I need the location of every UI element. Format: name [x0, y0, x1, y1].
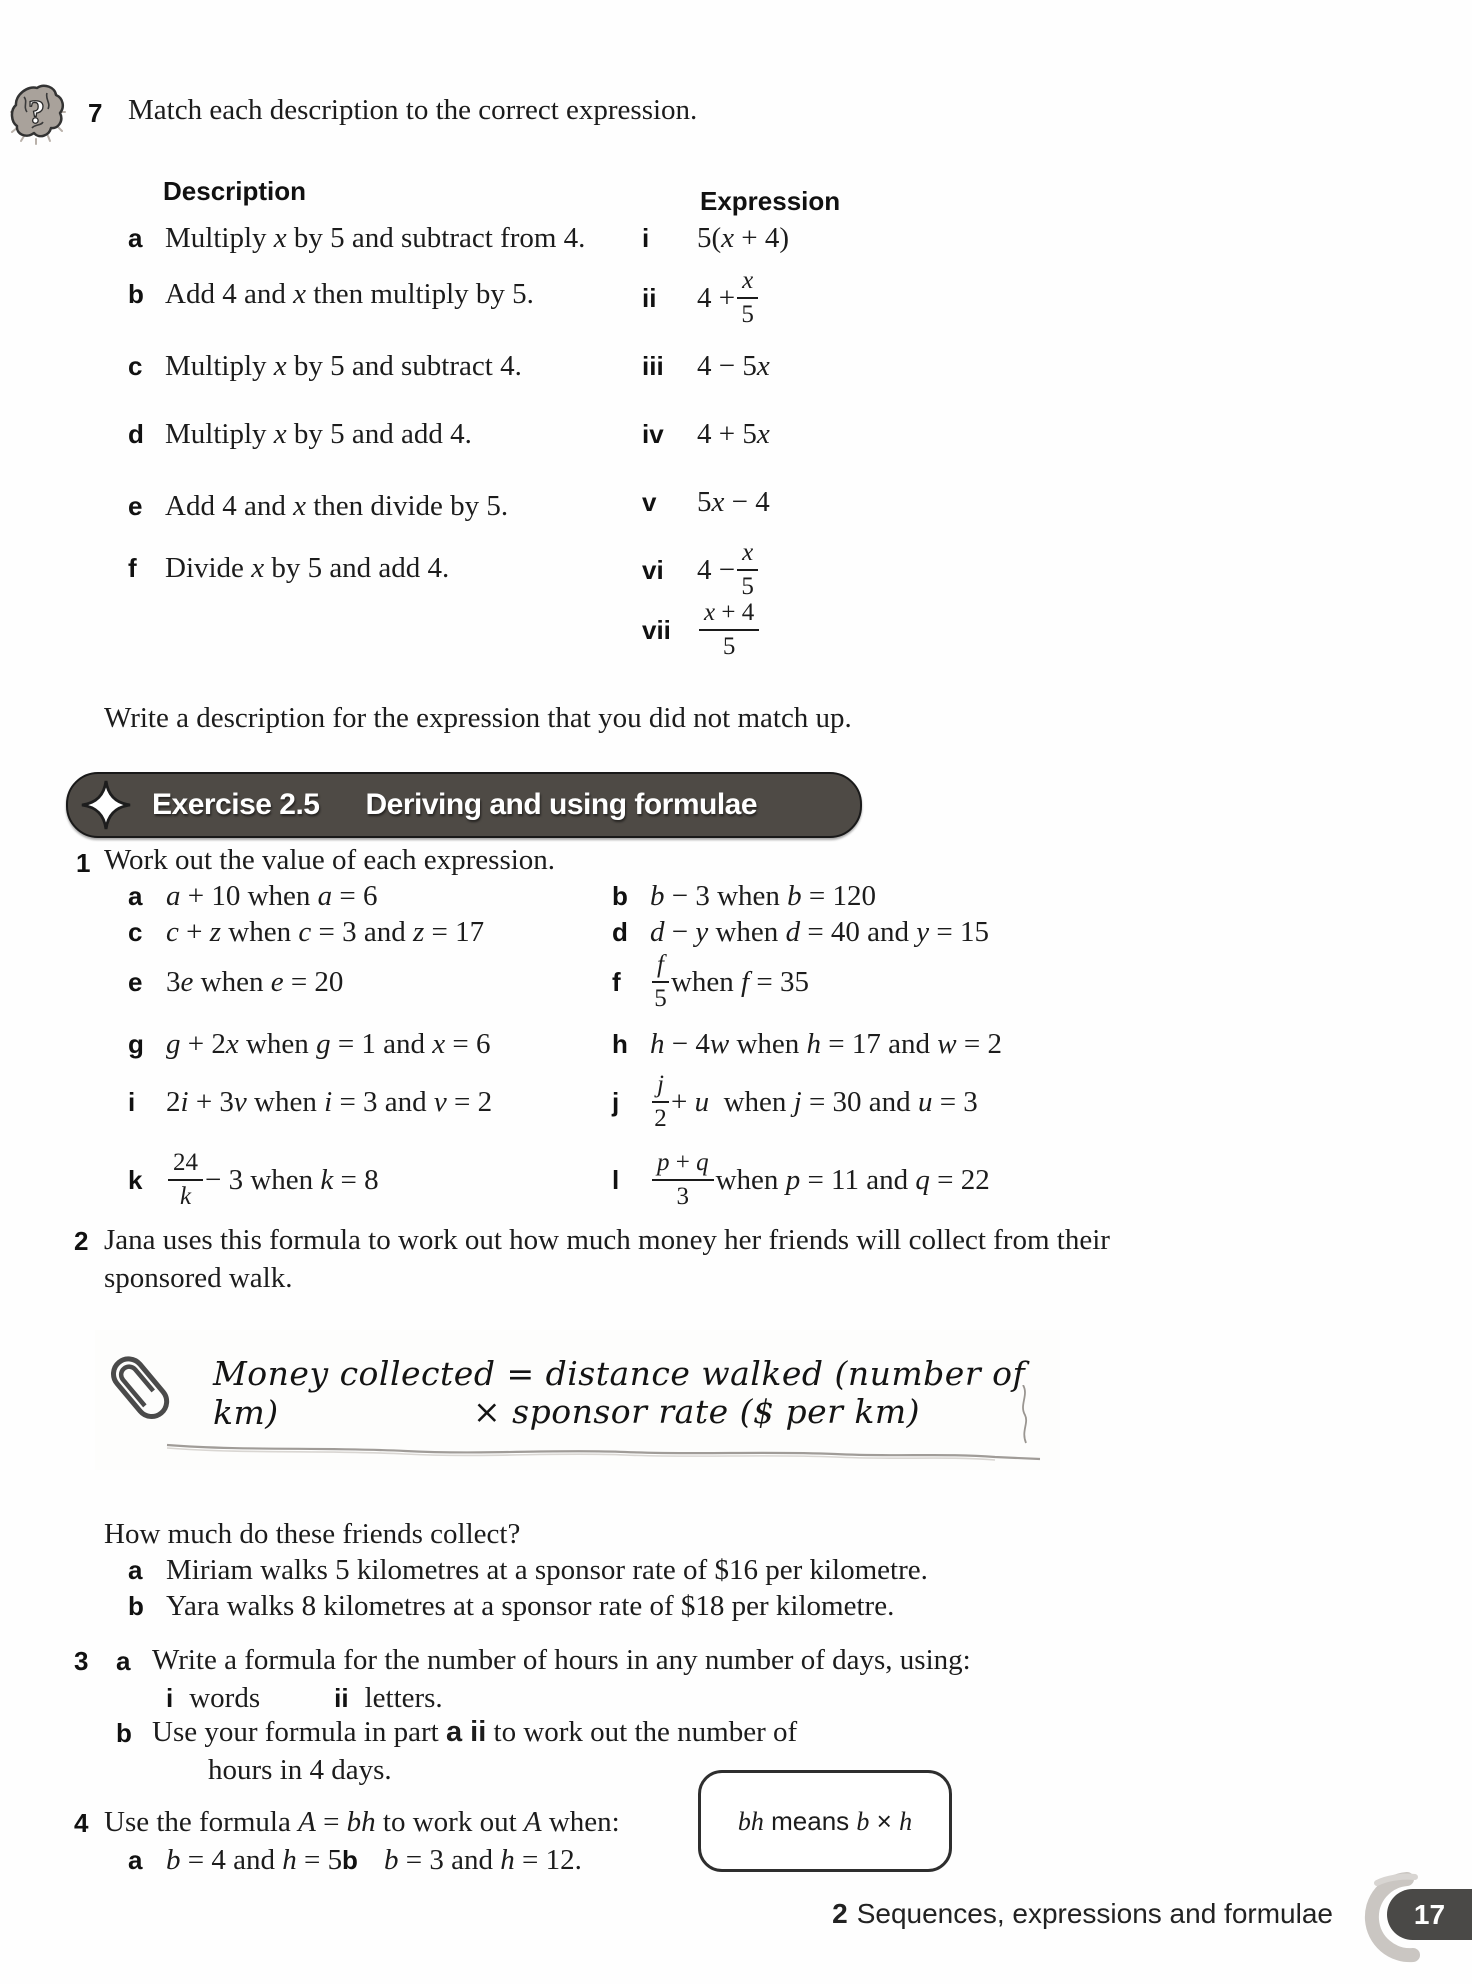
q1-item-a: a a + 10 when a = 6: [128, 879, 378, 912]
q1-item-i: i 2i + 3v when i = 3 and v = 2: [128, 1085, 493, 1118]
q4-item-a: a b = 4 and h = 5: [128, 1843, 343, 1876]
q2-item-b: b Yara walks 8 kilometres at a sponsor rate of $18 per kilometre.: [128, 1589, 895, 1622]
q7-number: 7: [88, 98, 103, 128]
q3-a-options: [166, 1682, 443, 1715]
q7-expression-row: vi 4 − $\frac{x}{5}$: [642, 534, 760, 606]
q3-b-text-line1: Use your formula in part a ii to work out the number of: [152, 1716, 798, 1748]
fraction: $\frac{x}{5}$: [737, 540, 758, 601]
q4-number: 4: [74, 1808, 89, 1838]
paperclip-icon: [107, 1340, 177, 1448]
q7-description-row: e Add 4 and x then divide by 5.: [128, 489, 509, 522]
torn-paper-edge: [155, 1438, 1050, 1471]
q1-item-c: c c + z when c = 3 and z = 17: [128, 915, 485, 948]
q7-description-row: b Add 4 and x then multiply by 5.: [128, 277, 534, 310]
q1-item-d: d d − y when d = 40 and y = 15: [612, 915, 990, 948]
q7-description-row: c Multiply x by 5 and subtract 4.: [128, 349, 522, 382]
diamond-star-icon: [80, 779, 132, 831]
q1-item-j: j $\frac{j}{2}$ + u when j = 30 and u = 3: [612, 1070, 978, 1132]
q7-expression-row: iii 4 − 5x: [642, 349, 770, 382]
note-formula-line1: Money collected = distance walked (number of km): [213, 1354, 1026, 1432]
q3-number: 3: [74, 1646, 89, 1676]
q3-ii-text: letters.: [364, 1682, 443, 1714]
page-number: 17: [1413, 1898, 1446, 1930]
exercise-number: Exercise 2.5: [152, 788, 320, 821]
q7-description-row: d Multiply x by 5 and add 4.: [128, 417, 472, 450]
formula-note-paper: [95, 1330, 1060, 1470]
fraction: $\frac{f}{5}$: [652, 952, 669, 1013]
footer-chapter-number: 2: [832, 1898, 848, 1929]
fraction: $\frac{x}{5}$: [737, 268, 758, 329]
fraction: $\frac{24}{k}$: [168, 1150, 203, 1211]
q2-number: 2: [74, 1226, 89, 1256]
q7-expression-row: iv 4 + 5x: [642, 417, 770, 450]
fraction: $\frac{p + q}{3}$: [652, 1150, 714, 1211]
q3-i-text: words: [189, 1682, 261, 1714]
q7-description-header: Description: [163, 176, 307, 206]
footer-chapter: [800, 1898, 1333, 1930]
q1-prompt: Work out the value of each expression.: [104, 844, 556, 876]
q4-item-b: b b = 3 and h = 12.: [342, 1843, 582, 1876]
q4-prompt: Use the formula A = bh to work out A when:: [104, 1806, 620, 1838]
page-number-badge: [1387, 1889, 1472, 1940]
q1-item-k: k $\frac{24}{k}$ − 3 when k = 8: [128, 1148, 379, 1210]
q2-item-a: a Miriam walks 5 kilometres at a sponsor rate of $16 per kilometre.: [128, 1553, 928, 1586]
q3-i-label: i: [166, 1683, 174, 1713]
q7-expression-row: v 5x − 4: [642, 485, 770, 518]
q1-item-e: e 3e when e = 20: [128, 965, 344, 998]
q1-item-g: g g + 2x when g = 1 and x = 6: [128, 1027, 491, 1060]
q7-followup: Write a description for the expression that you did not match up.: [104, 702, 852, 734]
q2-prompt-line1: Jana uses this formula to work out how much money her friends will collect from their: [104, 1224, 1110, 1256]
q3-a-text: Write a formula for the number of hours in any number of days, using:: [152, 1644, 971, 1676]
q7-prompt: Match each description to the correct expression.: [128, 94, 698, 126]
fraction: $\frac{x + 4}{5}$: [699, 600, 759, 661]
exercise-title: Deriving and using formulae: [365, 788, 758, 821]
q7-expression-row: i 5(x + 4): [642, 221, 790, 254]
q1-item-f: f $\frac{f}{5}$ when f = 35: [612, 950, 809, 1012]
q7-expression-row: vii $\frac{x + 4}{5}$: [642, 592, 761, 668]
q2-prompt-line2: sponsored walk.: [104, 1262, 293, 1294]
q7-expression-row: ii 4 + $\frac{x}{5}$: [642, 262, 760, 334]
svg-text:?: ?: [28, 94, 45, 131]
exercise-banner: [66, 772, 862, 838]
fraction: $\frac{j}{2}$: [652, 1072, 669, 1133]
q7-description-row: a Multiply x by 5 and subtract from 4.: [128, 221, 586, 254]
q1-item-b: b b − 3 when b = 120: [612, 879, 877, 912]
q3-a-label: a: [116, 1646, 131, 1676]
torn-paper-right-edge: [1017, 1385, 1033, 1453]
hint-box: [698, 1770, 952, 1872]
q1-item-l: l $\frac{p + q}{3}$ when p = 11 and q = 22: [612, 1148, 990, 1210]
brain-question-icon: [8, 82, 68, 146]
q1-item-h: h h − 4w when h = 17 and w = 2: [612, 1027, 1002, 1060]
q2-question: How much do these friends collect?: [104, 1518, 521, 1550]
q7-expression-header: Expression: [700, 186, 841, 216]
q7-description-row: f Divide x by 5 and add 4.: [128, 551, 450, 584]
q3-ii-label: ii: [334, 1683, 349, 1713]
footer-chapter-title: Sequences, expressions and formulae: [856, 1898, 1333, 1929]
note-formula-line2: × sponsor rate ($ per km): [473, 1392, 921, 1431]
hint-text: bh means b × h: [737, 1805, 913, 1836]
q3-b-text-line2: hours in 4 days.: [208, 1754, 392, 1786]
q1-number: 1: [76, 848, 91, 878]
q3-b-label: b: [116, 1718, 132, 1748]
